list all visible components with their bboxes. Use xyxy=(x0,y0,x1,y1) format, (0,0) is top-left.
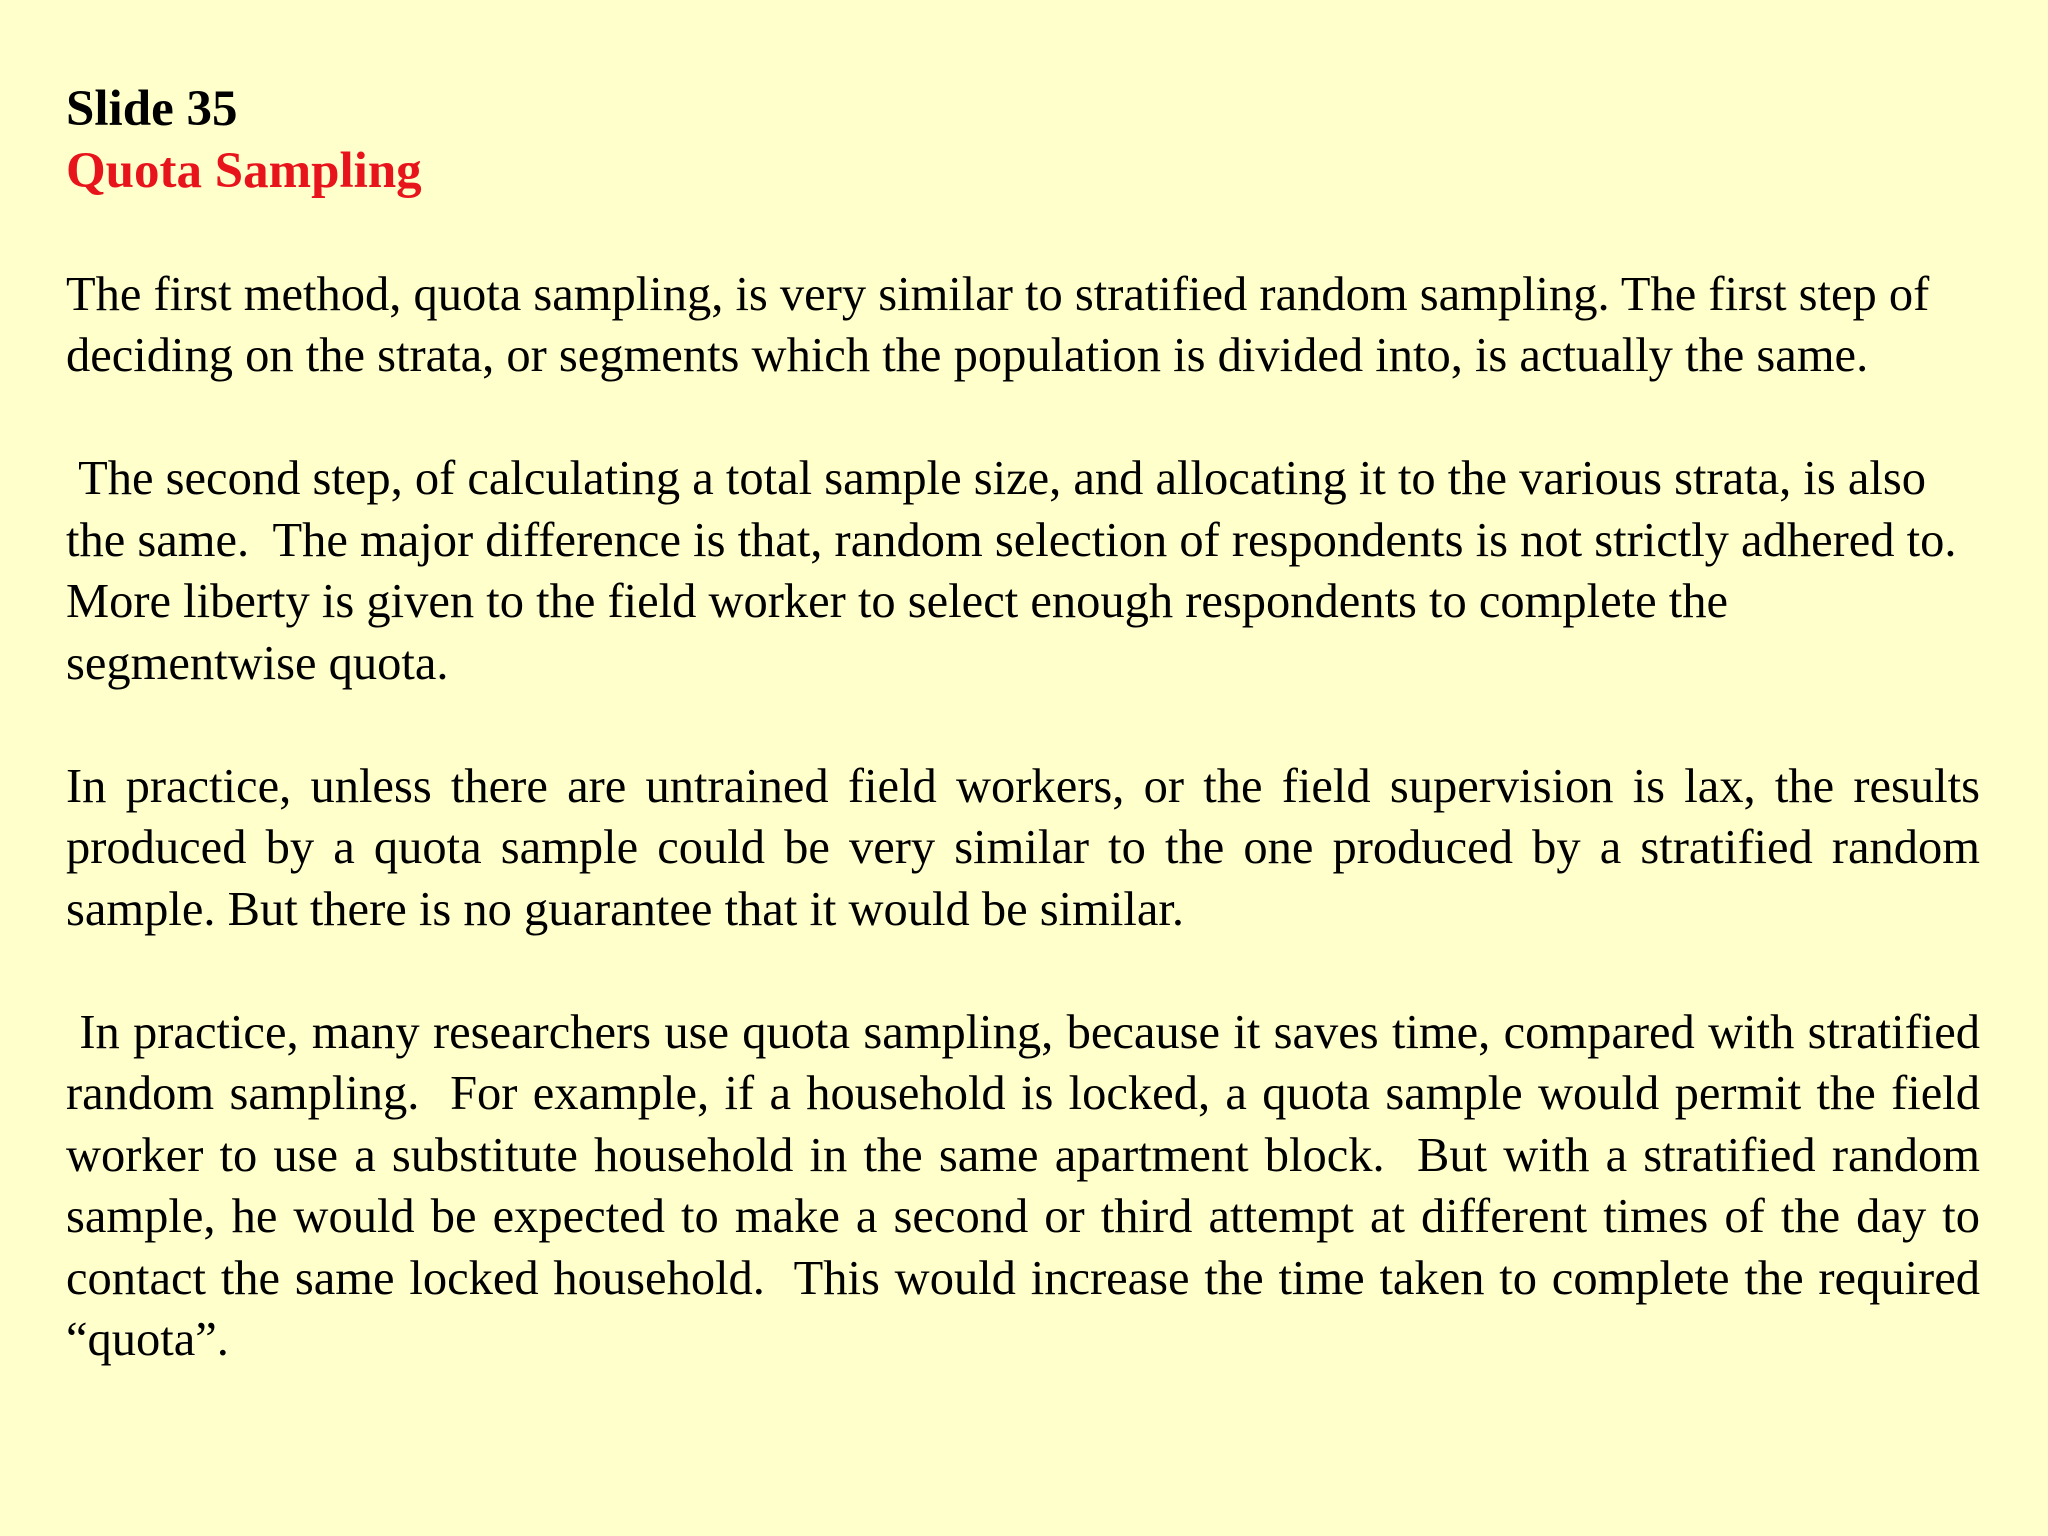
paragraph-second-step: The second step, of calculating a total sample size, and allocating it to the various strata, is also the same. The major difference is that, random selection of respondents is not strictly adhered to. More liberty is given to the field worker to select enough respondents to complete the segmentwise quota. xyxy=(66,452,1981,690)
paragraph-quota-definition: The first method, quota sampling, is very similar to stratified random sampling. The first step of deciding on the strata, or segments which the population is divided into, is actually the same. xyxy=(66,267,1942,382)
slide-number: Slide 35 xyxy=(66,81,238,137)
paragraph-practice-results: In practice, unless there are untrained field workers, or the field supervision is lax, the results produced by a quota sample could be very similar to the one produced by a stratified random sample. But there is no guarantee that it would be similar. xyxy=(66,759,1980,936)
slide-title: Quota Sampling xyxy=(66,143,422,199)
slide-content xyxy=(66,78,1993,1371)
paragraph-practice-time: In practice, many researchers use quota sampling, because it saves time, compared with stratified random sampling. For example, if a household is locked, a quota sample would permit the field worker to use a substitute household in the same apartment block. But with a stratified random sample, he would be expected to make a second or third attempt at different times of the day to contact the same locked household. This would increase the time taken to complete the required “quota”. xyxy=(66,1005,1993,1366)
